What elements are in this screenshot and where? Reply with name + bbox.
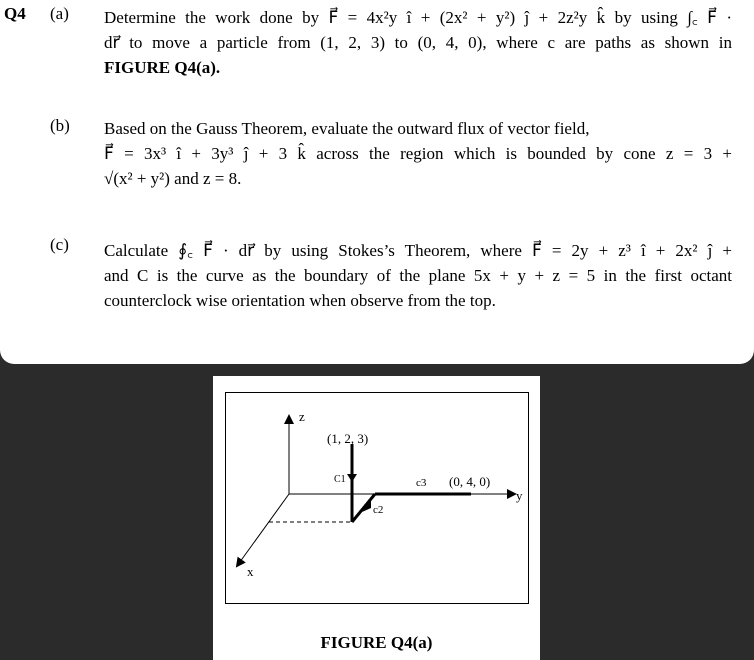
part-c-line-3: counterclock wise orientation when observe from the top. — [104, 291, 496, 310]
start-point-label: (1, 2, 3) — [327, 431, 369, 446]
path-c2 — [352, 494, 375, 522]
part-a-line-1: Determine the work done by F⃗ = 4x²y î + (2x² + y²) ĵ + 2z²y k̂ by using ∫꜀ F⃗ · — [104, 8, 732, 27]
part-c-line-1: Calculate ∮꜀ F⃗ · dr⃗ by using Stokes’s Theorem, where F⃗ = 2y + z³ î + 2x² ĵ + — [104, 241, 732, 260]
part-c-text — [104, 238, 732, 313]
part-b-line-1: Based on the Gauss Theorem, evaluate the outward flux of vector field, — [104, 119, 590, 138]
path-c1-arrow — [347, 474, 357, 482]
end-point-label: (0, 4, 0) — [449, 474, 491, 489]
figure-q4a — [213, 376, 540, 660]
part-b-label: (b) — [50, 116, 70, 135]
x-axis-label: x — [247, 564, 254, 579]
z-axis-label: z — [299, 409, 305, 424]
path-diagram — [213, 376, 540, 660]
part-b-line-3: √(x² + y²) and z = 8. — [104, 169, 242, 188]
part-a-line-2: dr⃗ to move a particle from (1, 2, 3) to (0, 4, 0), where c are paths as shown in — [104, 33, 732, 52]
part-c-label: (c) — [50, 235, 69, 254]
part-a-text — [104, 5, 732, 80]
part-a-line-3: FIGURE Q4(a). — [104, 58, 221, 77]
path-c2-label: c2 — [373, 504, 384, 516]
part-b-line-2: F⃗ = 3x³ î + 3y³ ĵ + 3 k̂ across the region which is bounded by cone z = 3 + — [104, 144, 732, 163]
path-c3-label: c3 — [416, 477, 427, 489]
figure-caption: FIGURE Q4(a) — [320, 633, 433, 652]
question-number: Q4 — [4, 4, 26, 23]
part-c-line-2: and C is the curve as the boundary of the plane 5x + y + z = 5 in the first octant — [104, 266, 732, 285]
part-a-label: (a) — [50, 4, 69, 23]
x-axis — [237, 494, 289, 566]
path-c1-label: C1 — [334, 474, 346, 485]
part-b-text — [104, 116, 732, 191]
y-axis-label: y — [516, 488, 523, 503]
